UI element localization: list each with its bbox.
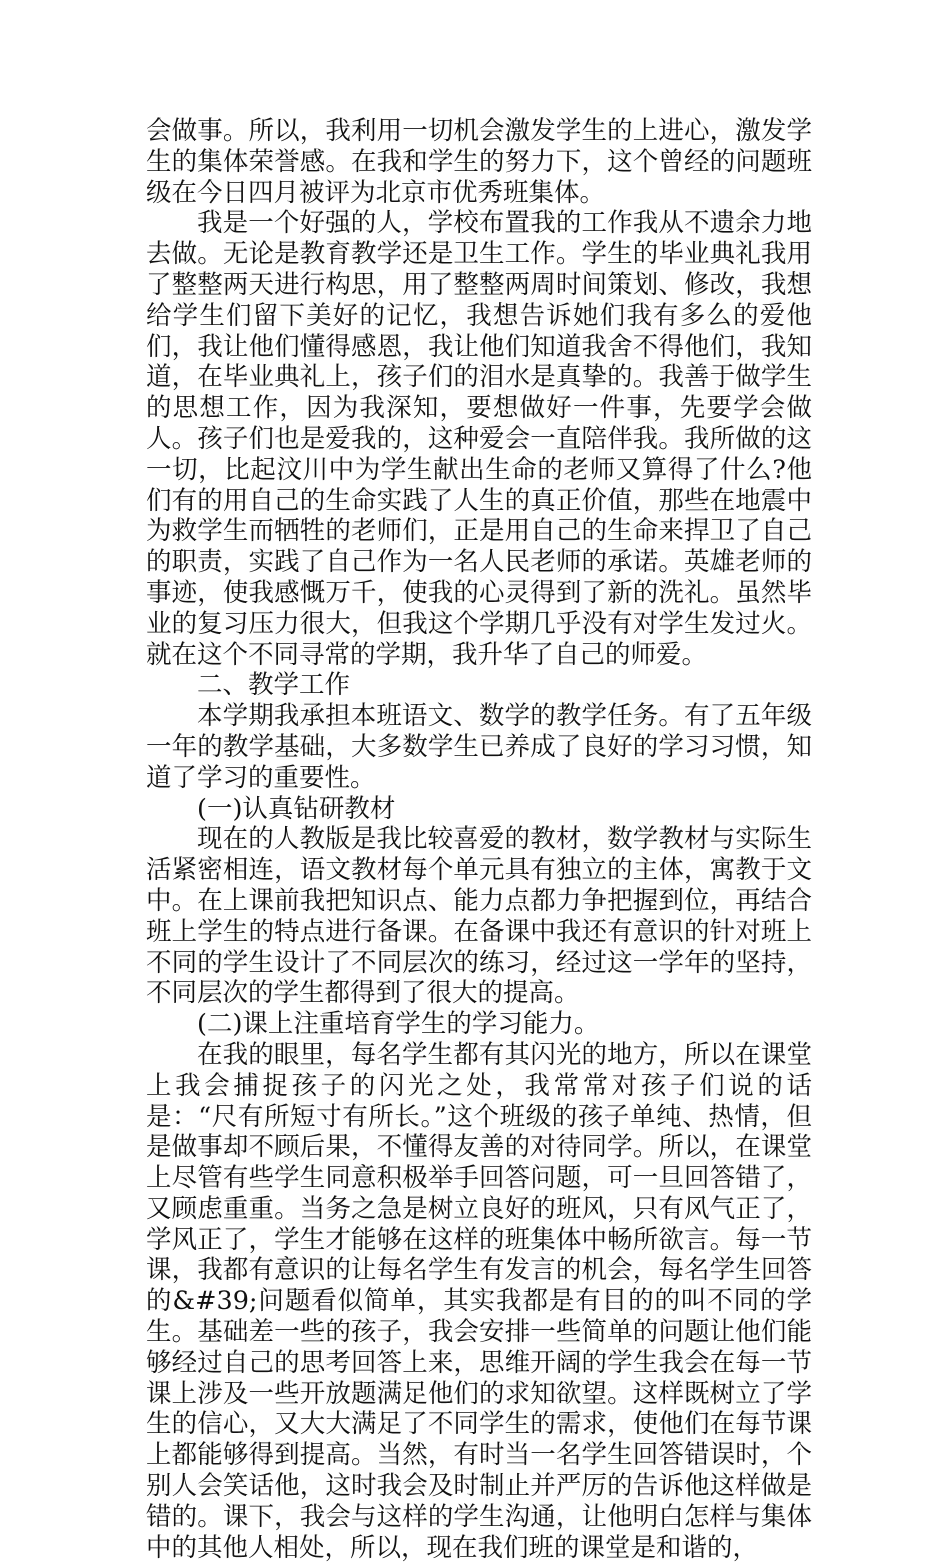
- document-body: [146, 116, 812, 1563]
- subheading-study-textbook: (一)认真钻研教材: [197, 793, 396, 824]
- section-heading-teaching-work: 二、教学工作: [197, 670, 351, 701]
- paragraph-continuation: 会做事。所以，我利用一切机会激发学生的上进心，激发学生的集体荣誉感。在我和学生的努力下，这个曾经的问题班级在今日四月被评为北京市优秀班集体。: [146, 116, 812, 208]
- paragraph-textbook: 现在的人教版是我比较喜爱的教材，数学教材与实际生活紧密相连，语文教材每个单元具有独立的主体，寓教于文中。在上课前我把知识点、能力点都力争把握到位，再结合班上学生的特点进行备课。在备课中我还有意识的针对班上不同的学生设计了不同层次的练习，经过这一学年的坚持，不同层次的学生都得到了很大的提高。: [146, 824, 812, 1009]
- paragraph-teaching-tasks: 本学期我承担本班语文、数学的教学任务。有了五年级一年的教学基础，大多数学生已养成了良好的学习习惯，知道了学习的重要性。: [146, 701, 812, 793]
- paragraph-classroom: 在我的眼里，每名学生都有其闪光的地方，所以在课堂上我会捕捉孩子的闪光之处，我常常对孩子们说的话是：“尺有所短寸有所长。”这个班级的孩子单纯、热情，但是做事却不顾后果，不懂得友善的对待同学。所以，在课堂上尽管有些学生同意积极举手回答问题，可一旦回答错了，又顾虑重重。当务之急是树立良好的班风，只有风气正了，学风正了，学生才能够在这样的班集体中畅所欲言。每一节课，我都有意识的让每名学生有发言的机会，每名学生回答的&#39;问题看似简单，其实我都是有目的的叫不同的学生。基础差一些的孩子，我会安排一些简单的问题让他们能够经过自己的思考回答上来，思维开阔的学生我会在每一节课上涉及一些开放题满足他们的求知欲望。这样既树立了学生的信心，又大大满足了不同学生的需求，使他们在每节课上都能够得到提高。当然，有时当一名学生回答错误时，个别人会笑话他，这时我会及时制止并严厉的告诉他这样做是错的。课下，我会与这样的学生沟通，让他明白怎样与集体中的其他人相处，所以，现在我们班的课堂是和谐的，: [146, 1039, 812, 1563]
- subheading-learning-ability: (二)课上注重培育学生的学习能力。: [197, 1009, 600, 1040]
- paragraph-strong-character: 我是一个好强的人，学校布置我的工作我从不遗余力地去做。无论是教育教学还是卫生工作。学生的毕业典礼我用了整整两天进行构思，用了整整两周时间策划、修改，我想给学生们留下美好的记忆，我想告诉她们我有多么的爱他们，我让他们懂得感恩，我让他们知道我舍不得他们，我知道，在毕业典礼上，孩子们的泪水是真挚的。我善于做学生的思想工作，因为我深知，要想做好一件事，先要学会做人。孩子们也是爱我的，这种爱会一直陪伴我。我所做的这一切，比起汶川中为学生献出生命的老师又算得了什么?他们有的用自己的生命实践了人生的真正价值，那些在地震中为救学生而牺牲的老师们，正是用自己的生命来捍卫了自己的职责，实践了自己作为一名人民老师的承诺。英雄老师的事迹，使我感慨万千，使我的心灵得到了新的洗礼。虽然毕业的复习压力很大，但我这个学期几乎没有对学生发过火。就在这个不同寻常的学期，我升华了自己的师爱。: [146, 208, 812, 670]
